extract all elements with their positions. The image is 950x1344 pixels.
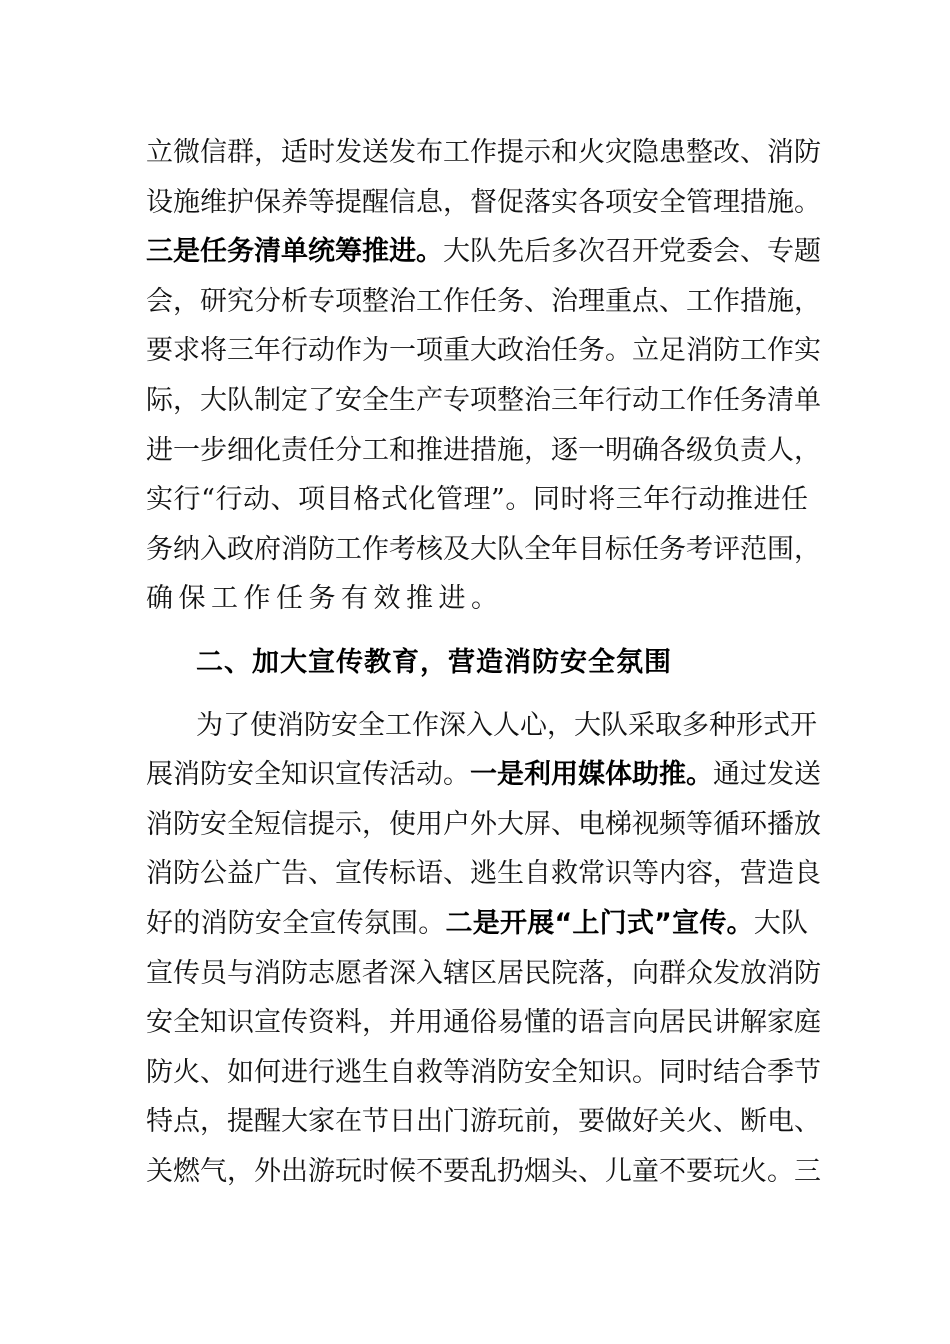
paragraph-text: 展消防安全知识宣传活动。 <box>146 759 470 790</box>
paragraph-line: 安全知识宣传资料，并用通俗易懂的语言向居民讲解家庭 <box>146 1007 821 1038</box>
section-heading: 二、加大宣传教育，营造消防安全氛围 <box>196 647 672 678</box>
bold-lead-phrase: 一是利用媒体助推。 <box>470 759 713 790</box>
paragraph-line: 消防公益广告、宣传标语、逃生自救常识等内容，营造良 <box>146 858 821 889</box>
paragraph-line: 防火、如何进行逃生自救等消防安全知识。同时结合季节 <box>146 1057 821 1088</box>
bold-lead-phrase: 二是开展“上门式”宣传。 <box>445 908 754 939</box>
paragraph-line: 宣传员与消防志愿者深入辖区居民院落，向群众发放消防 <box>146 958 821 989</box>
paragraph-line <box>146 755 821 795</box>
paragraph-line: 设施维护保养等提醒信息，督促落实各项安全管理措施。 <box>146 187 821 218</box>
paragraph-line: 务纳入政府消防工作考核及大队全年目标任务考评范围， <box>146 534 821 565</box>
paragraph-text: 大队 <box>753 908 809 939</box>
paragraph-line: 特点，提醒大家在节日出门游玩前，要做好关火、断电、 <box>146 1106 821 1137</box>
paragraph-line <box>146 904 808 944</box>
paragraph-line: 实行“行动、项目格式化管理”。同时将三年行动推进任 <box>146 484 808 515</box>
paragraph-line: 消防安全短信提示，使用户外大屏、电梯视频等循环播放 <box>146 809 821 840</box>
paragraph-text: 通过发送 <box>713 759 821 790</box>
paragraph-line <box>146 232 821 272</box>
paragraph-text: 好的消防安全宣传氛围。 <box>146 908 446 939</box>
paragraph-line: 为了使消防安全工作深入人心，大队采取多种形式开 <box>196 710 817 741</box>
paragraph-line: 际，大队制定了安全生产专项整治三年行动工作任务清单 <box>146 385 821 416</box>
paragraph-line: 确保工作任务有效推进。 <box>146 583 504 614</box>
paragraph-line: 要求将三年行动作为一项重大政治任务。立足消防工作实 <box>146 335 821 366</box>
paragraph-text: 大队先后多次召开党委会、专题 <box>443 236 821 267</box>
paragraph-line: 关燃气，外出游玩时候不要乱扔烟头、儿童不要玩火。三 <box>146 1156 821 1187</box>
paragraph-line: 立微信群，适时发送发布工作提示和火灾隐患整改、消防 <box>146 137 821 168</box>
paragraph-line: 进一步细化责任分工和推进措施，逐一明确各级负责人， <box>146 435 821 466</box>
bold-lead-phrase: 三是任务清单统筹推进。 <box>146 236 443 267</box>
paragraph-line: 会，研究分析专项整治工作任务、治理重点、工作措施， <box>146 286 821 317</box>
